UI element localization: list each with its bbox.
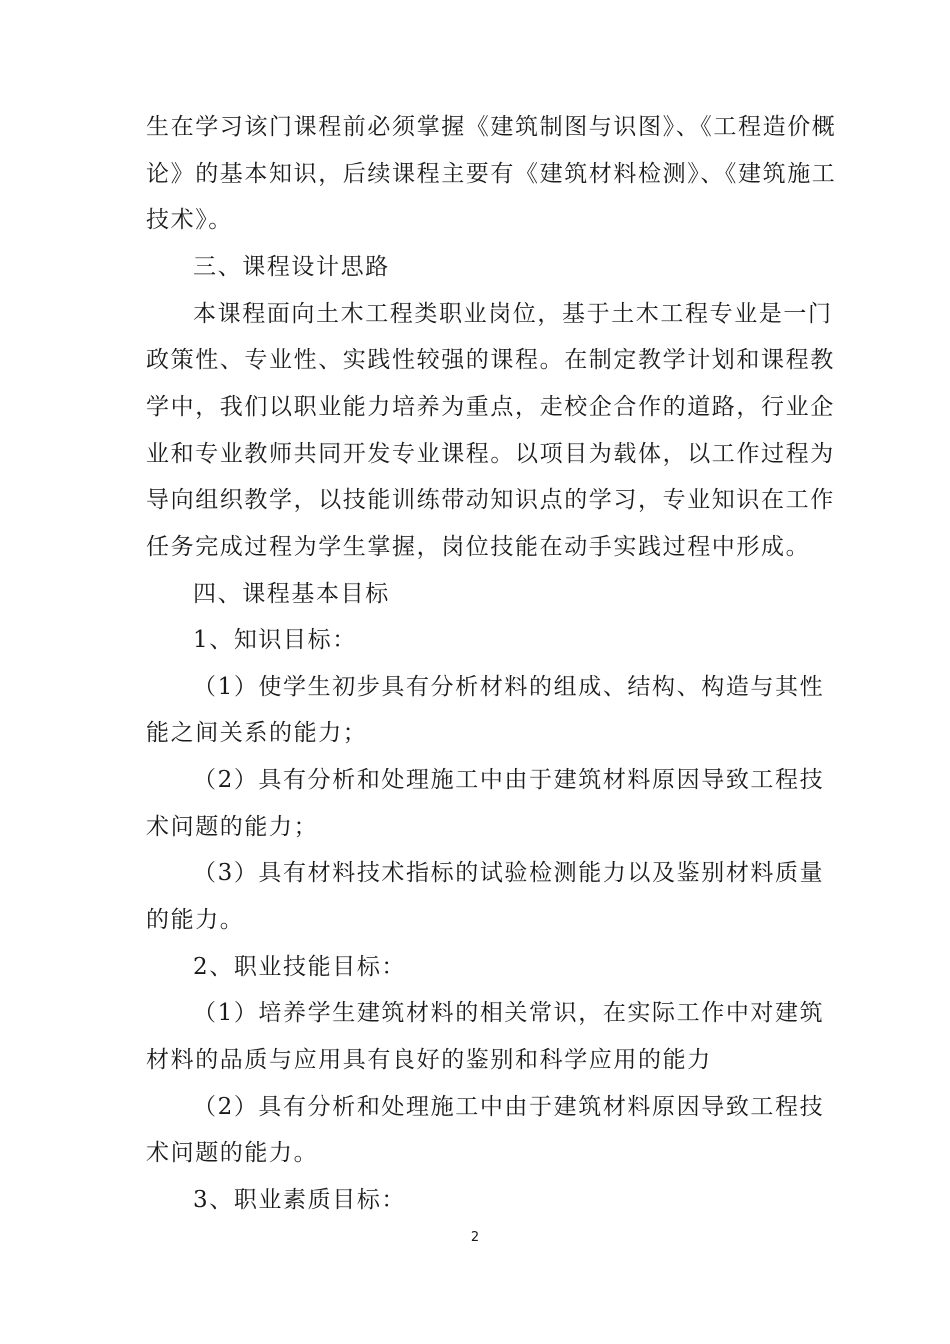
text-line: 业和专业教师共同开发专业课程。以项目为载体，以工作过程为 xyxy=(146,441,835,467)
section-heading: 四、课程基本目标 xyxy=(193,581,390,607)
list-item-line: 能之间关系的能力； xyxy=(146,720,368,746)
subsection-heading: 3、职业素质目标： xyxy=(193,1187,407,1213)
list-item-line: 术问题的能力； xyxy=(146,814,319,840)
section-heading: 三、课程设计思路 xyxy=(193,254,390,280)
list-item-line: （2）具有分析和处理施工中由于建筑材料原因导致工程技 xyxy=(193,1094,825,1120)
text-line: 学中，我们以职业能力培养为重点，走校企合作的道路，行业企 xyxy=(146,394,835,420)
page-number: 2 xyxy=(470,1230,480,1245)
text-line: 生在学习该门课程前必须掌握《建筑制图与识图》、《工程造价概 xyxy=(146,114,837,140)
list-item-line: （1）使学生初步具有分析材料的组成、结构、构造与其性 xyxy=(193,674,825,700)
subsection-heading: 2、职业技能目标： xyxy=(193,954,407,980)
list-item-line: （1）培养学生建筑材料的相关常识，在实际工作中对建筑 xyxy=(193,1000,825,1026)
list-item-line: （3）具有材料技术指标的试验检测能力以及鉴别材料质量 xyxy=(193,860,825,886)
subsection-heading: 1、知识目标： xyxy=(193,627,357,653)
text-line: 任务完成过程为学生掌握，岗位技能在动手实践过程中形成。 xyxy=(146,534,811,560)
text-line: 政策性、专业性、实践性较强的课程。在制定教学计划和课程教 xyxy=(146,347,835,373)
list-item-line: 术问题的能力。 xyxy=(146,1140,319,1166)
text-line: 导向组织教学，以技能训练带动知识点的学习，专业知识在工作 xyxy=(146,487,835,513)
text-line: 论》的基本知识，后续课程主要有《建筑材料检测》、《建筑施工 xyxy=(146,161,837,187)
list-item-line: 的能力。 xyxy=(146,907,245,933)
list-item-line: （2）具有分析和处理施工中由于建筑材料原因导致工程技 xyxy=(193,767,825,793)
list-item-line: 材料的品质与应用具有良好的鉴别和科学应用的能力 xyxy=(146,1047,712,1073)
text-line: 技术》。 xyxy=(146,207,233,233)
text-line: 本课程面向土木工程类职业岗位，基于土木工程专业是一门 xyxy=(193,301,833,327)
